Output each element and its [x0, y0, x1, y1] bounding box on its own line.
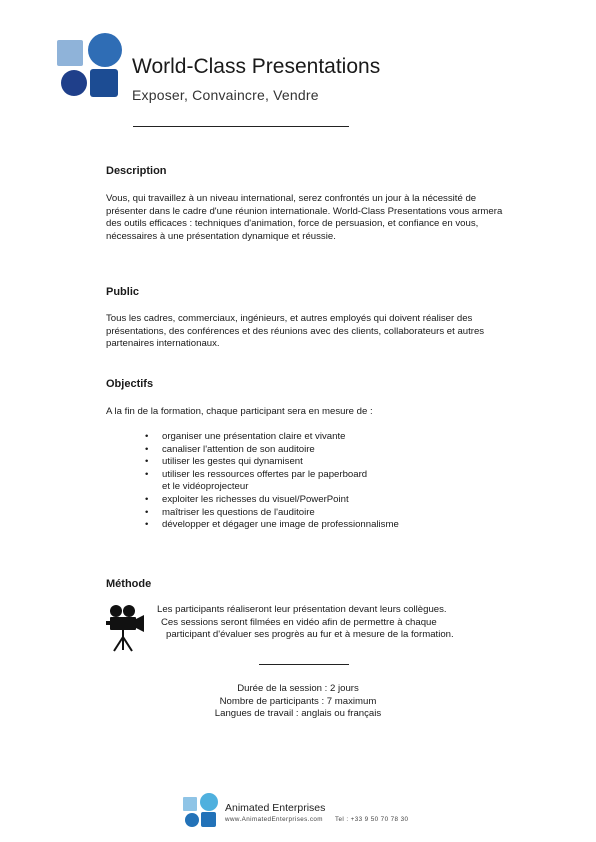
- contact-info: [225, 816, 408, 823]
- list-item-text: utiliser les gestes qui dynamisent: [162, 456, 303, 468]
- company-name: Animated Enterprises: [225, 802, 326, 814]
- page-subtitle: Exposer, Convaincre, Vendre: [132, 87, 319, 103]
- divider: [133, 126, 349, 127]
- bullet-icon: •: [145, 456, 149, 468]
- objectives-list: [145, 431, 399, 532]
- participant-count: Nombre de participants : 7 maximum: [219, 695, 377, 707]
- description-text: Vous, qui travaillez à un niveau international, serez confrontés un jour à la nécessité de présenter dans le cadre d'une réunion internationale. World-Class Presentations vous armera des outils efficaces : techniques d'animation, force de persuasion, et confiance en vous, nécessaires à une présentation dynamique et réussie.: [106, 193, 503, 242]
- bullet-icon: •: [145, 493, 149, 505]
- public-text: Tous les cadres, commerciaux, ingénieurs, et autres employés qui doivent réaliser des présentations, des conférences et des réunions avec des clients, collaborateurs et autres partenaires internationaux.: [106, 313, 485, 350]
- company-logo: [56, 33, 124, 101]
- phone-number: Tel : +33 9 50 70 78 30: [334, 816, 409, 823]
- bullet-icon: •: [145, 468, 149, 480]
- bullet-icon: •: [145, 506, 149, 518]
- description-heading: Description: [106, 165, 167, 177]
- list-item-text: organiser une présentation claire et vivante: [162, 431, 346, 442]
- list-item: [145, 519, 399, 532]
- page-title: World-Class Presentations: [132, 55, 381, 78]
- list-item-continuation: et le vidéoprojecteur: [162, 481, 249, 493]
- list-item: [145, 444, 399, 457]
- movie-camera-icon: [104, 604, 150, 652]
- methode-heading: Méthode: [106, 578, 152, 590]
- methode-line: participant d'évaluer ses progrès au fur et à mesure de la formation.: [166, 629, 454, 641]
- objectifs-heading: Objectifs: [106, 378, 154, 390]
- methode-text: [157, 604, 517, 642]
- list-item-text: utiliser les ressources offertes par le paperboard: [162, 468, 368, 480]
- list-item: [145, 469, 399, 494]
- list-item: [145, 431, 399, 444]
- list-item-text: maîtriser les questions de l'auditoire: [162, 506, 315, 518]
- list-item: [145, 494, 399, 507]
- bullet-icon: •: [145, 443, 149, 455]
- footer-logo: [183, 793, 219, 829]
- list-item-text: développer et dégager une image de professionnalisme: [162, 519, 399, 531]
- divider: [259, 664, 349, 665]
- session-details: [0, 683, 596, 721]
- list-item: [145, 456, 399, 469]
- public-heading: Public: [106, 286, 140, 298]
- bullet-icon: •: [145, 519, 149, 531]
- list-item-text: canaliser l'attention de son auditoire: [162, 443, 315, 455]
- list-item: [145, 507, 399, 520]
- working-languages: Langues de travail : anglais ou français: [214, 708, 382, 720]
- bullet-icon: •: [145, 431, 149, 442]
- methode-line: Ces sessions seront filmées en vidéo afin de permettre à chaque: [161, 616, 437, 628]
- objectifs-intro: A la fin de la formation, chaque participant sera en mesure de :: [106, 406, 373, 417]
- list-item-text: exploiter les richesses du visuel/PowerPoint: [162, 493, 349, 505]
- website-link[interactable]: www.AnimatedEnterprises.com: [225, 816, 323, 823]
- methode-line: Les participants réaliseront leur présentation devant leurs collègues.: [157, 604, 447, 615]
- session-duration: Durée de la session : 2 jours: [237, 683, 359, 694]
